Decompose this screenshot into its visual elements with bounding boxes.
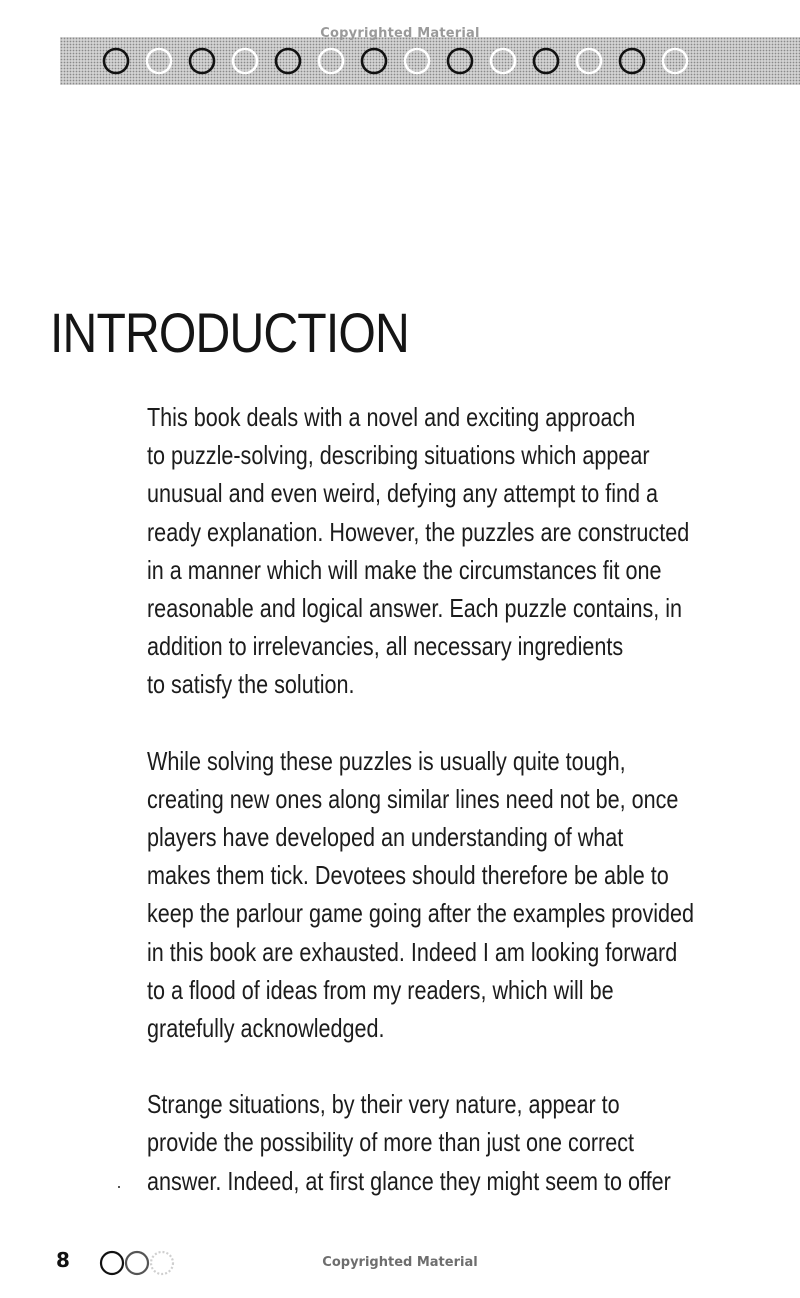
ring-light <box>233 49 257 73</box>
ring-light <box>319 49 343 73</box>
ring-dark <box>534 49 558 73</box>
ring-pattern <box>60 37 800 85</box>
page-number: 8 <box>56 1248 70 1272</box>
ring-dark <box>362 49 386 73</box>
intro-body <box>147 398 728 1238</box>
paragraph-1: This book deals with a novel and exciting approach to puzzle-solving, describing situations which appear unusual and even weird, defying any attempt to find a ready explanation. However, the puzzles are constructed in a manner which will make the circumstances fit one reasonable and logical answer. Each puzzle contains, in addition to irrelevancies, all necessary ingredients to satisfy the solution. <box>147 402 690 700</box>
page-title: INTRODUCTION <box>50 301 409 364</box>
scan-speck <box>118 1186 120 1188</box>
ring-dark <box>104 49 128 73</box>
page-footer <box>0 1244 800 1284</box>
ring-light <box>491 49 515 73</box>
ring-light <box>405 49 429 73</box>
watermark-top: Copyrighted Material <box>320 26 480 41</box>
ring-light <box>147 49 171 73</box>
ring-light <box>577 49 601 73</box>
header-banner <box>60 37 800 85</box>
watermark-bottom: Copyrighted Material <box>322 1255 478 1270</box>
paragraph-2: While solving these puzzles is usually quite tough, creating new ones along similar lines need not be, once players have developed an understanding of what makes them tick. Devotees should therefore be able to keep the parlour game going after the examples provided in this book are exhausted. Indeed I am looking forward to a flood of ideas from my readers, which will be gratefully acknowledged. <box>147 745 695 1044</box>
paragraph-3: Strange situations, by their very nature, appear to provide the possibility of more than just one correct answer. Indeed, at first glance they might seem to offer <box>147 1089 671 1196</box>
ring-dark <box>448 49 472 73</box>
ring-light <box>663 49 687 73</box>
ring-dark <box>620 49 644 73</box>
ring-dark <box>276 49 300 73</box>
ring-dark <box>190 49 214 73</box>
